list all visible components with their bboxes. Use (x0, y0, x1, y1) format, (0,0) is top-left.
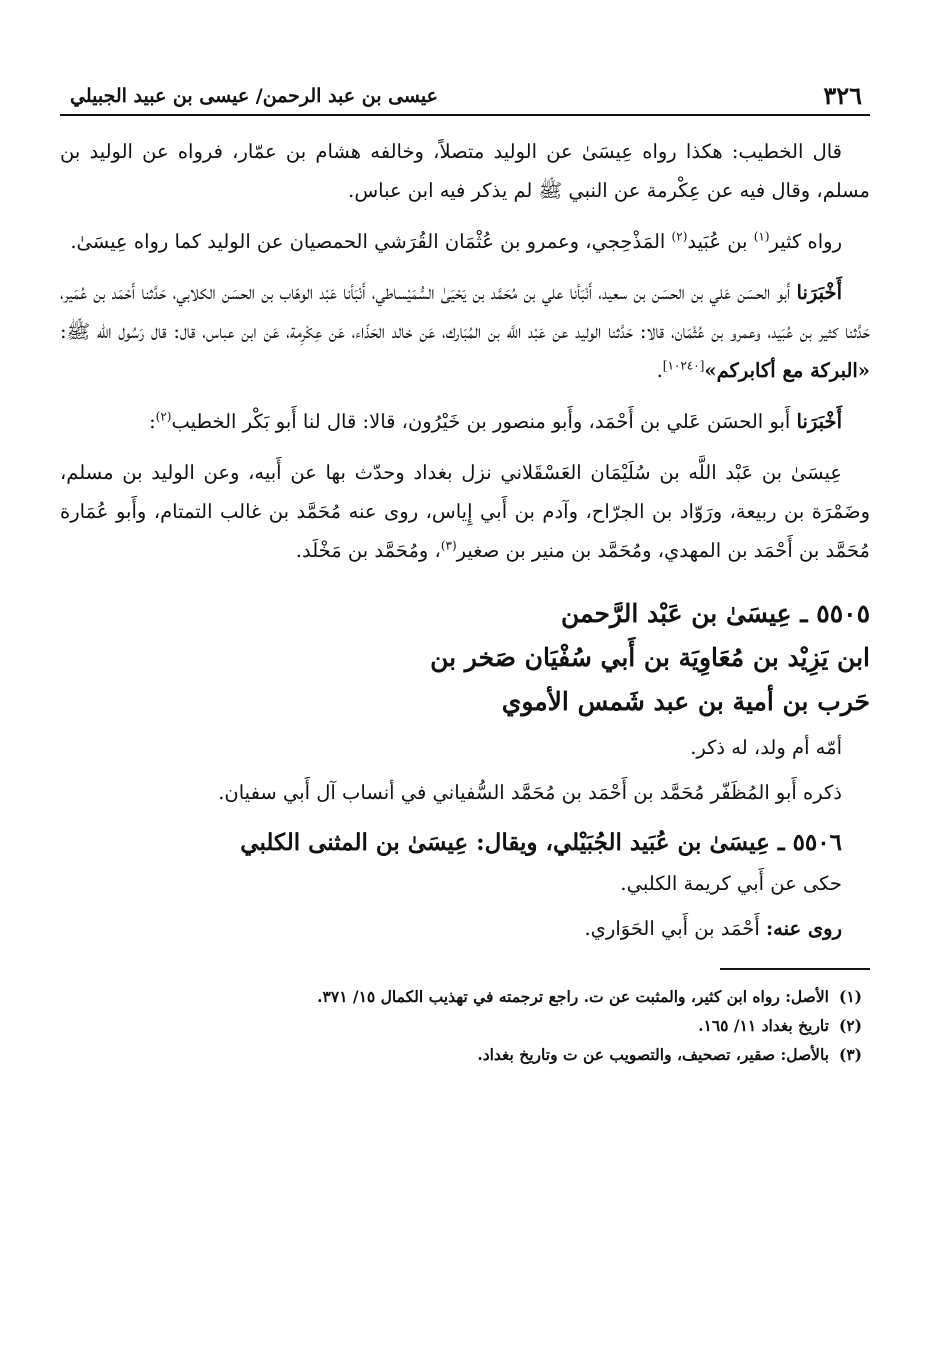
paragraph-text: المَذْحِجي، وعمرو بن عُثْمَان القُرَشي الحمصيان عن الوليد كما رواه عِيسَىٰ. (70, 230, 672, 253)
footnote-text: تاريخ بغداد ١١/ ١٦٥. (698, 1016, 829, 1035)
paragraph-text: أَبو الحسَن عَلي بن الحسَن بن سعيد، أَنْبَأنا علي بن مُحَمَّد بن يَحْيَىٰ السُّمَيْساطي، أَنْبَأنا عَبْد الوهّاب بن الحسَن الكلابي، حَدَّثنا أَحْمَد بن عُمَير، حَدَّثنا كثير بن عُبَيد، وعمرو بن عُثْمَان، قالا: حَدَّثنا الوليد عن عَبْد اللَّه بن المُبَارك، عَن خالد الحَذّاء، عَن عِكْرِمة، عَن ابن عباس، قال: قال رَسُول الله ﷺ: (60, 281, 870, 343)
paragraph-text: بن عُبَيد (687, 230, 754, 253)
footnote-text: بالأصل: صقير، تصحيف، والتصويب عن ت وتاريخ بغداد. (477, 1045, 829, 1064)
entry-5505-text (60, 728, 870, 767)
footnote (60, 982, 870, 1011)
paragraph-khatib-note (60, 132, 870, 210)
book-page (60, 80, 870, 1280)
paragraph-text: أمّه أم ولد، له ذكر. (690, 736, 842, 759)
entry-heading-line: ابن يَزِيْد بن مُعَاوِيَة بن أَبي سُفْيَان صَخر بن (430, 643, 870, 672)
paragraph-riwaya (60, 222, 870, 261)
paragraph-text: أَبو الحسَن عَلي بن أَحْمَد، وأَبو منصور بن خَيْرُون، قالا: قال لنا أَبو بَكْر الخطيب (171, 410, 797, 433)
entry-5506-text (60, 864, 870, 903)
paragraph-isnad-khatib (60, 402, 870, 441)
footnote-number: (٢) (838, 1016, 862, 1035)
paragraph-text: . (656, 359, 663, 382)
hadith-reference: [١٠٢٤٠] (662, 358, 705, 373)
paragraph-text: ذكره أَبو المُظَفّر مُحَمَّد بن أَحْمَد بن مُحَمَّد السُّفياني في أنساب آل أَبي سفيان. (218, 781, 842, 804)
page-number: ٣٢٦ (823, 81, 862, 110)
entry-5505-text (60, 773, 870, 812)
entry-heading-line: ٥٥٠٥ ـ عِيسَىٰ بن عَبْد الرَّحمن (560, 599, 870, 628)
footnote-marker[interactable]: (١) (753, 229, 770, 244)
footnote (60, 1011, 870, 1040)
entry-5505-heading (60, 592, 870, 724)
running-header (60, 80, 870, 116)
paragraph-text: حكى عن أَبي كريمة الكلبي. (620, 872, 842, 895)
footnote-marker[interactable]: (٢) (155, 409, 172, 424)
paragraph-text: أَحْمَد بن أَبي الحَوَاري. (584, 917, 766, 940)
footnote-marker[interactable]: (٢) (671, 229, 688, 244)
footnote-text: الأصل: رواه ابن كثير، والمثبت عن ت. راجع ترجمته في تهذيب الكمال ١٥/ ٣٧١. (317, 987, 829, 1006)
footnote-divider (720, 968, 870, 970)
akhbarana-lead: أَخْبَرَنا (796, 410, 842, 433)
running-title: عيسى بن عبد الرحمن/ عيسى بن عبيد الجبيلي (70, 85, 438, 107)
rawa-anhu-lead: روى عنه: (765, 917, 842, 940)
paragraph-text: : (149, 410, 156, 433)
entry-5506-heading: ٥٥٠٦ ـ عِيسَىٰ بن عُبَيد الجُبَيْلي، ويقال: عِيسَىٰ بن المثنى الكلبي (240, 829, 842, 856)
entry-heading-line: حَرب بن أمية بن عبد شَمس الأموي (501, 687, 870, 716)
paragraph-biography (60, 453, 870, 570)
footnote-marker[interactable]: (٣) (440, 538, 457, 553)
footnotes (60, 982, 870, 1069)
footnote-number: (١) (838, 987, 862, 1006)
paragraph-isnad-hadith (60, 273, 870, 390)
hadith-quote: «البركة مع أكابركم» (704, 359, 870, 382)
paragraph-text: رواه كثير (769, 230, 842, 253)
paragraph-text: عِيسَىٰ بن عَبْد اللَّه بن سُلَيْمَان العَسْقَلاني نزل بغداد وحدّث بها عن أَبيه، وعن الوليد بن مسلم، وضَمْرَة بن ربيعة، ورَوّاد بن الجرّاح، وآدم بن أَبي إِياس، روى عنه مُحَمَّد بن غالب التمتام، وأَبو عُمَارة مُحَمَّد بن أَحْمَد بن المهدي، ومُحَمَّد بن منير بن صغير (60, 461, 870, 562)
footnote (60, 1040, 870, 1069)
main-text (60, 132, 870, 948)
footnote-number: (٣) (838, 1045, 862, 1064)
paragraph-text: ، ومُحَمَّد بن مَخْلَد. (295, 539, 441, 562)
paragraph-text: قال الخطيب: هكذا رواه عِيسَىٰ عن الوليد متصلاً، وخالفه هشام بن عمّار، فرواه عن الوليد بن مسلم، وقال فيه عن عِكْرمة عن النبي ﷺ لم يذكر فيه ابن عباس. (60, 140, 870, 202)
entry-5506-text (60, 909, 870, 948)
akhbarana-lead: أَخْبَرَنا (796, 281, 842, 304)
